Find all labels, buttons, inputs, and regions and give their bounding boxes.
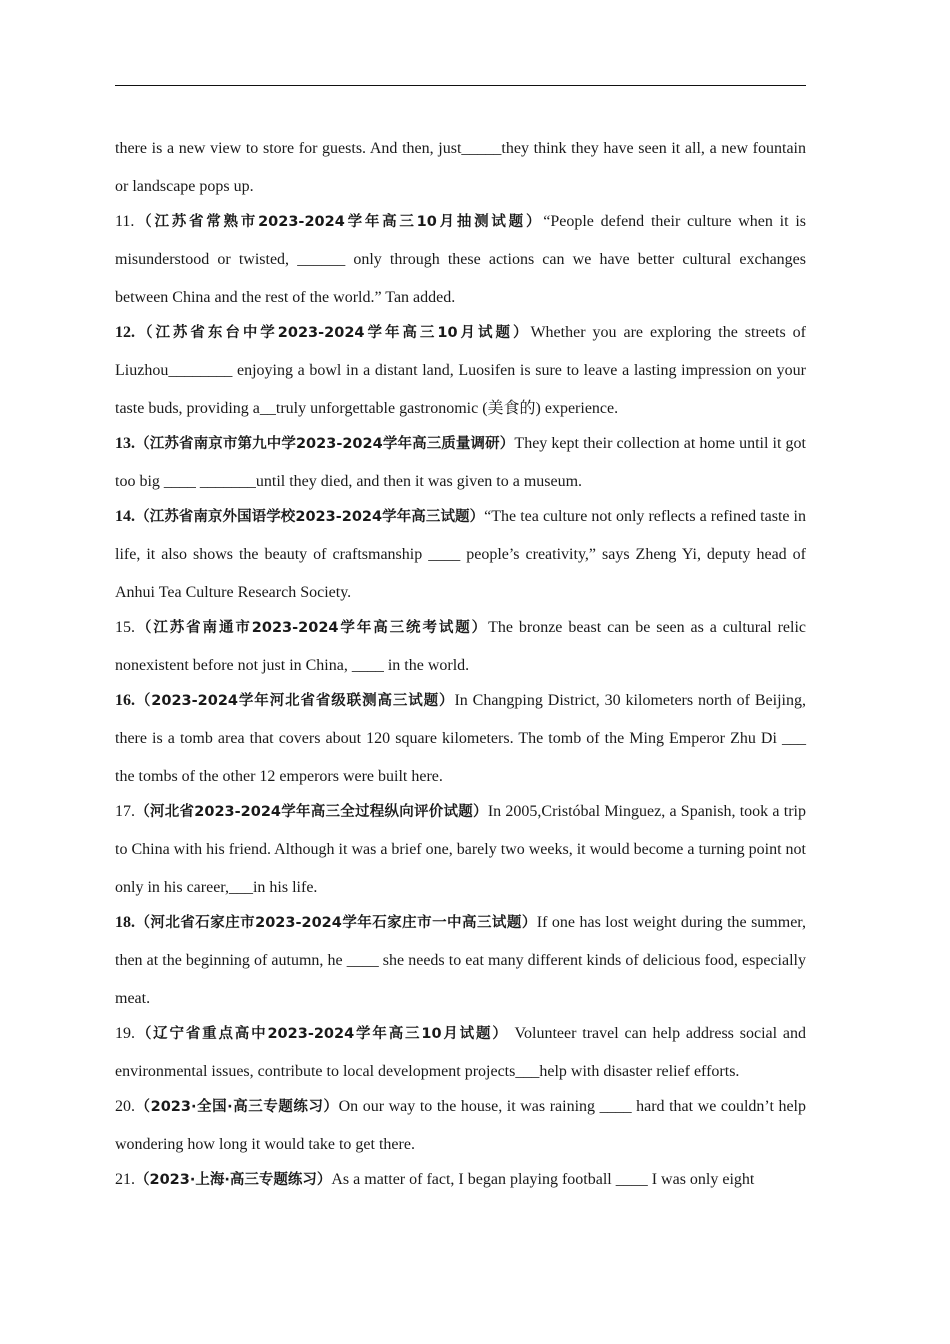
question-source: （河北省石家庄市2023-2024学年石家庄市一中高三试题） xyxy=(135,915,537,931)
question-item xyxy=(115,793,806,907)
question-source: （江苏省南京外国语学校2023-2024学年高三试题） xyxy=(135,509,485,525)
question-text: Whether you are exploring the streets of Liuzhou________ enjoying a bowl in a distant land, Luosifen is sure to leave a lasting impression on your taste buds, providing a__truly unforgettable gastronomic (美食的) experience. xyxy=(115,324,806,417)
continuation-text: there is a new view to store for guests. And then, just_____they think they have seen it all, a new fountain or landscape pops up. xyxy=(115,140,806,195)
question-text: Volunteer travel can help address social and environmental issues, contribute to local development projects___help with disaster relief efforts. xyxy=(115,1025,806,1080)
question-number: 14. xyxy=(115,508,135,525)
question-text: In Changping District, 30 kilometers north of Beijing, there is a tomb area that covers about 120 square kilometers. The tomb of the Ming Emperor Zhu Di ___ the tombs of the other 12 emperors were built here. xyxy=(115,692,806,785)
question-source: （江苏省南通市2023-2024学年高三统考试题） xyxy=(135,620,489,636)
question-item xyxy=(115,904,806,1018)
question-item xyxy=(115,425,806,501)
question-source: （江苏省常熟市2023-2024学年高三10月抽测试题） xyxy=(134,214,544,230)
question-number: 21. xyxy=(115,1171,135,1188)
question-source: （2023·上海·高三专题练习） xyxy=(135,1172,332,1188)
question-item xyxy=(115,314,806,428)
question-item xyxy=(115,203,806,317)
question-text: “People defend their culture when it is misunderstood or twisted, ______ only through these actions can we have better cultural exchanges between China and the rest of the world.” Tan added. xyxy=(115,213,806,306)
question-source: （河北省2023-2024学年高三全过程纵向评价试题） xyxy=(135,804,488,820)
question-text: The bronze beast can be seen as a cultural relic nonexistent before not just in China, ____ in the world. xyxy=(115,619,807,674)
question-item xyxy=(115,609,806,685)
question-number: 17. xyxy=(115,803,135,820)
question-item xyxy=(115,1015,806,1091)
question-number: 18. xyxy=(115,914,135,931)
question-item xyxy=(115,498,806,612)
question-item xyxy=(115,1088,806,1164)
question-source: （江苏省南京市第九中学2023-2024学年高三质量调研） xyxy=(135,436,515,452)
question-text: On our way to the house, it was raining ____ hard that we couldn’t help wondering how long it would take to get there. xyxy=(115,1098,807,1153)
question-text: As a matter of fact, I began playing football ____ I was only eight xyxy=(331,1171,755,1188)
question-text: In 2005,Cristóbal Minguez, a Spanish, took a trip to China with his friend. Although it was a brief one, barely two weeks, it would become a turning point not only in his career,___in his life. xyxy=(115,803,806,896)
question-source: （江苏省东台中学2023-2024学年高三10月试题） xyxy=(135,325,531,341)
question-number: 19. xyxy=(115,1025,135,1042)
question-number: 11. xyxy=(115,213,135,230)
question-text: They kept their collection at home until it got too big ____ _______until they died, and then it was given to a museum. xyxy=(115,435,806,490)
question-source: （2023·全国·高三专题练习） xyxy=(135,1099,339,1115)
question-number: 20. xyxy=(115,1098,135,1115)
question-text: If one has lost weight during the summer, then at the beginning of autumn, he ____ she needs to eat many different kinds of delicious food, especially meat. xyxy=(115,914,806,1007)
question-number: 13. xyxy=(115,435,135,452)
question-source: （2023-2024学年河北省省级联测高三试题） xyxy=(135,693,455,709)
question-source: （辽宁省重点高中2023-2024学年高三10月试题） xyxy=(135,1026,509,1042)
question-list xyxy=(115,130,806,1196)
question-item xyxy=(115,1161,806,1199)
question-number: 12. xyxy=(115,324,135,341)
question-number: 16. xyxy=(115,692,135,709)
question-number: 15. xyxy=(115,619,135,636)
question-text: “The tea culture not only reflects a refined taste in life, it also shows the beauty of craftsmanship ____ people’s creativity,” says Zheng Yi, deputy head of Anhui Tea Culture Research Society. xyxy=(115,508,807,601)
question-item xyxy=(115,682,806,796)
header-rule xyxy=(115,85,806,86)
